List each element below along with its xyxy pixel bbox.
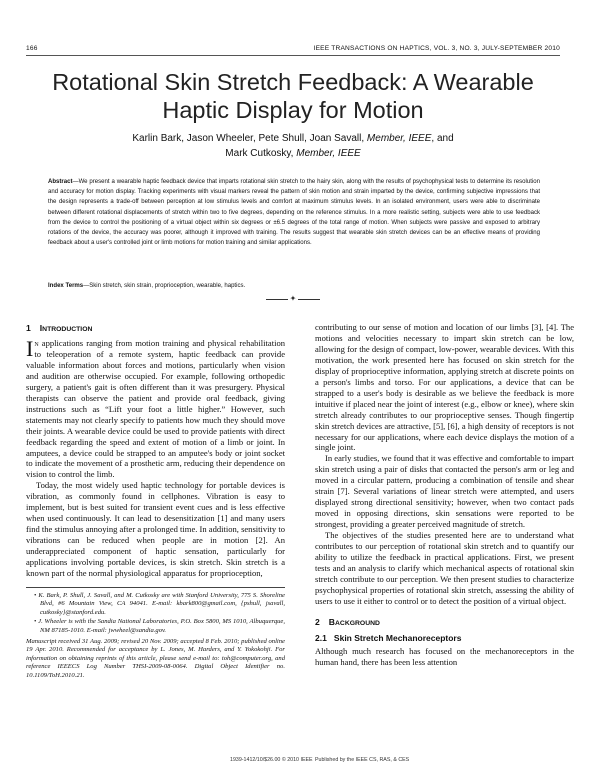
author-line-2 xyxy=(26,146,560,161)
abstract-label: Abstract xyxy=(48,179,73,185)
author-names-2: Mark Cutkosky, xyxy=(225,148,297,159)
index-terms-label: Index Terms xyxy=(48,283,84,289)
footer-publisher: Published by the IEEE CS, RAS, & CES xyxy=(315,757,410,763)
section-separator xyxy=(0,294,586,303)
drop-cap: I xyxy=(26,336,34,361)
intro-paragraph-4: In early studies, we found that it was effective and comfortable to impart skin stretch using a pair of disks that contacted the person's arm or leg and moved in a circular pattern, producing a combination of tensile and shear strain [7]. Several variations of linear stretch were attempted, and users displayed strong directional sensitivity; however, when two contact pads moved in opposing directions, skin sensations were reported to be strongest, providing a greater perceived magnitude of stretch. xyxy=(315,453,574,530)
footnote-affiliation-2-text: J. Wheeler is with the Sandia National Laboratories, P.O. Box 5800, MS 1010, Albuquerque, NM 87185-1010. E-mail: jwwheel@sandia.gov. xyxy=(38,618,285,634)
abstract xyxy=(48,177,540,248)
abstract-text: —We present a wearable haptic feedback device that imparts rotational skin stretch to the hairy skin, along with the results of psychophysical tests to determine its resolution and accuracy for motion display. Tracking experiments with visual markers reveal the pattern of skin motion and strain imparted by the device, confirming subjective impressions that the design represents a trade-off between perception at low stimulus levels and comfort at maximum stimulus levels. In an isolated environment, users were able to discriminate between different rotational displacements of stretch within two to five degrees, depending on the reference stimulus. In a more realistic setting, subjects were able to use feedback from the device to control the positioning of a virtual object within six degrees or ±6.5 degrees of the total range of motion. When subjects were passive and exposed to arbitrary rotations of the device, the accuracy was poorer, although it improved with training. The results suggest that wearable skin stretch devices can be an effective means of providing feedback about a user's controlled joint or limb motions for motion training and similar applications. xyxy=(48,179,540,247)
section-title-initial: B xyxy=(328,616,335,627)
section-title-rest: ACKGROUND xyxy=(335,619,380,627)
section-title-initial: I xyxy=(39,323,43,333)
intro-first-word: n xyxy=(34,338,39,348)
author-role-1: Member, IEEE xyxy=(366,133,432,144)
footnote-rule xyxy=(26,587,285,588)
intro-paragraph-3: contributing to our sense of motion and location of our limbs [3], [4]. The motions and velocities necessary to impart skin stretch can be low, allowing for the design of compact, low-power, wearable devices. With this motivation, the work presented here has focused on skin stretch for the display of proprioceptive information, applying stretch at discrete points on a person's limbs and torso. For our applications, a device that can be strapped to a user's body is desirable as we believe the feedback is more intuitive if placed near the joint of interest (e.g., elbow or knee), where skin stretch already contributes to our proprioceptive senses. Though fingertip skin stretch devices are attractive, [5], [6], a high density of receptors is not necessary for our applications, where each device displays the motion of a single joint. xyxy=(315,322,574,453)
section-number: 1 xyxy=(26,323,31,333)
index-terms xyxy=(48,281,540,291)
right-column xyxy=(315,322,574,668)
section-number: 2 xyxy=(315,616,320,627)
author-role-2: Member, IEEE xyxy=(296,148,361,159)
author-line-1-end: , and xyxy=(431,133,454,144)
intro-paragraph-5: The objectives of the studies presented here are to understand what contributes to our perception of rotational skin stretch and to quantify our ability to utilize the feedback in practical applications. First, we present tests and an analysis to clarify which mechanical aspects of rotational skin stretch contribute to our perception. We then present studies to characterize psychophysical properties of rotational skin stretch, assessing the ability of users to use it either to control or to detect the position of a virtual object. xyxy=(315,530,574,606)
subsection-number: 2.1 xyxy=(315,632,327,643)
footnotes xyxy=(26,592,285,680)
page-number: 166 xyxy=(26,45,38,52)
manuscript-note: Manuscript received 31 Aug. 2009; revised 20 Nov. 2009; accepted 8 Feb. 2010; published online 19 Apr. 2010. Recommended for acceptance by L. Jones, M. Harders, and Y. Yokokohji. For information on obtaining reprints of this article, please send e-mail to: toh@computer.org, and reference IEEECS Log Number THSI-2009-08-0064. Digital Object Identifier no. 10.1109/ToH.2010.21. xyxy=(26,638,285,679)
section-title-rest: NTRODUCTION xyxy=(42,326,93,333)
header-rule xyxy=(26,55,560,56)
index-terms-text: —Skin stretch, skin strain, proprioception, wearable, haptics. xyxy=(83,283,246,289)
left-column xyxy=(26,322,285,680)
section-heading-background xyxy=(315,616,574,630)
footnote-affiliation-1: • K. Bark, P. Shull, J. Savall, and M. Cutkosky are with Stanford University, 775 S. Shoreline Blvd, #6 Mountain View, CA 94041. E-mail: kbark800@gmail.com, {pshull, jsavall, cutkosky}@stanford.edu. xyxy=(34,591,285,616)
paper-title: Rotational Skin Stretch Feedback: A Wearable Haptic Display for Motion xyxy=(52,69,534,123)
author-list xyxy=(26,131,560,161)
separator-glyph: ✦ xyxy=(289,294,297,303)
background-paragraph-1: Although much research has focused on the mechanoreceptors in the human hand, there has been less attention xyxy=(315,645,574,667)
intro-paragraph-1-text: applications ranging from motion training and physical rehabilitation to teleoperation of a remote system, haptic feedback can provide valuable information about forces and motions, particularly when vision and audition are otherwise occupied. For example, following orthopedic surgery, a patient's gait is often different than it was presurgery. Physical therapists can observe the patient and provide oral feedback, giving instructions such as “Lift your foot a little higher.” However, such statements may not clearly specify to patients how much they should move their joints. A wearable device could be used to provide patients with direct feedback regarding the speed and extent of motion of a limb or joint. In amputees, a device could be strapped to an amputee's body or joint socket to indicate the movement of a prosthetic arm, reducing their dependence on vision to control the limb. xyxy=(26,338,285,480)
subsection-heading xyxy=(315,632,574,644)
footer-copyright: 1939-1412/10/$26.00 © 2010 IEEE xyxy=(230,757,313,763)
intro-paragraph-2: Today, the most widely used haptic technology for portable devices is vibration, as commonly found in cellphones. Vibration is easy to implement, but is best suited for transient event cues and is less effective when used continuously. It can lead to desensitization [1] and many users find the stimulus annoying after a prolonged time. In addition, sensitivity to vibrations can be reduced when people are in motion [2]. An underappreciated component of haptic sensation, particularly for applications involving portable devices, is skin stretch. Skin stretch is a known part of the normal physiological apparatus for proprioception, xyxy=(26,480,285,579)
subsection-title: Skin Stretch Mechanoreceptors xyxy=(333,632,462,643)
author-names-1: Karlin Bark, Jason Wheeler, Pete Shull, Joan Savall, xyxy=(132,133,367,144)
section-heading-introduction xyxy=(26,322,285,336)
running-header: IEEE TRANSACTIONS ON HAPTICS, VOL. 3, NO. 3, JULY-SEPTEMBER 2010 xyxy=(313,45,560,52)
footnote-affiliation-2: • J. Wheeler is with the Sandia National Laboratories, P.O. Box 5800, MS 1010, Albuquerque, NM 87185-1010. E-mail: jwwheel@sandia.gov. xyxy=(34,618,285,634)
footnote-affiliation-1-text: K. Bark, P. Shull, J. Savall, and M. Cutkosky are with Stanford University, 775 S. Shoreline Blvd, #6 Mountain View, CA 94041. E-mail: kbark800@gmail.com, {pshull, jsavall, cutkosky}@stanford.edu. xyxy=(38,591,285,616)
author-line-1 xyxy=(26,131,560,146)
intro-paragraph-1 xyxy=(26,338,285,480)
